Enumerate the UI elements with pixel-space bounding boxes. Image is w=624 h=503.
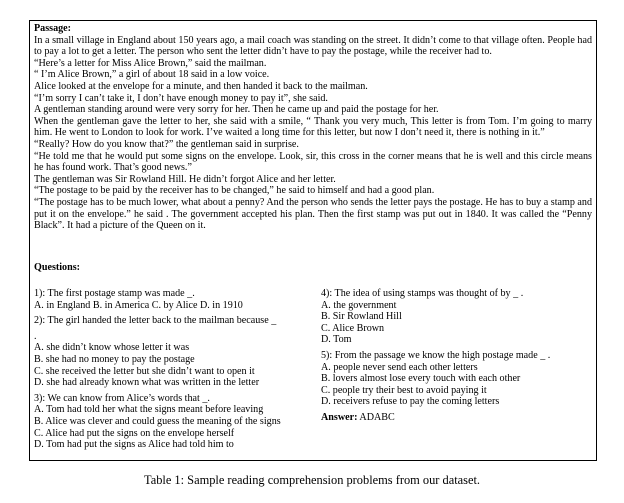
question-4-option: C. Alice Brown <box>321 322 385 334</box>
questions-left-column <box>34 288 309 451</box>
questions-right-column <box>321 288 591 424</box>
question-2-option: D. she had already known what was written in the letter <box>34 377 260 389</box>
questions-heading: Questions: <box>34 262 80 273</box>
answer-line <box>321 412 591 424</box>
passage-paragraph: “Here’s a letter for Miss Alice Brown,” said the mailman. <box>34 57 267 69</box>
question-2-option: A. she didn’t know whose letter it was <box>34 342 190 354</box>
passage-paragraph: A gentleman standing around were very sorry for her. Then he came up and paid the postage for her. <box>34 104 439 116</box>
question-1: 1): The first postage stamp was made _. <box>34 288 195 299</box>
question-3-option: A. Tom had told her what the signs meant before leaving <box>34 404 264 416</box>
question-4-option: B. Sir Rowland Hill <box>321 311 402 323</box>
passage-paragraph: “ I’m Alice Brown,” a girl of about 18 said in a low voice. <box>34 69 270 81</box>
question-4-option: D. Tom <box>321 334 352 346</box>
question-1-options: A. in England B. in America C. by Alice D. in 1910 <box>34 299 243 311</box>
question-4-option: A. the government <box>321 299 397 311</box>
question-4: 4): The idea of using stamps was thought of by _ . <box>321 288 524 299</box>
question-2-continuation: . <box>34 330 37 342</box>
passage-paragraph: “Really? How do you know that?” the gentleman said in surprise. <box>34 138 299 150</box>
question-3: 3): We can know from Alice’s words that _. <box>34 392 210 404</box>
passage-paragraph: “The postage to be paid by the receiver has to be changed,” he said to himself and had a good plan. <box>34 185 435 197</box>
question-5-option: C. people try their best to avoid paying it <box>321 384 487 396</box>
question-5: 5): From the passage we know the high postage made _ . <box>321 349 551 361</box>
passage-paragraph: The gentleman was Sir Rowland Hill. He didn’t forgot Alice and her letter. <box>34 173 336 185</box>
passage-paragraph: When the gentleman gave the letter to her, she said with a smile, “ Thank you very much, This letter is from Tom. I’m going to marry him. He went to London to look for work. I’ve waited a long time for this letter, but now I don’t need it, there is nothing in it.” <box>34 115 592 139</box>
passage-paragraph: In a small village in England about 150 years ago, a mail coach was standing on the street. It didn’t come to that village often. People had to pay a lot to get a letter. The person who sent the letter didn’t have to pay the postage, while the receiver had to. <box>34 34 592 58</box>
question-2-option: C. she received the letter but she didn’t want to open it <box>34 365 255 377</box>
question-5-option: B. lovers almost lose every touch with each other <box>321 373 521 385</box>
example-table-box <box>29 20 597 461</box>
passage-paragraph: “I’m sorry I can’t take it, I don’t have enough money to pay it”, she said. <box>34 92 328 104</box>
question-5-option: D. receivers refuse to pay the coming letters <box>321 396 500 408</box>
answer-label: Answer: <box>321 411 358 423</box>
passage-block <box>34 23 592 232</box>
passage-paragraph: “The postage has to be much lower, what about a penny? And the person who sends the letter pays the postage. He has to buy a stamp and put it on the envelope.” he said . The government accepted his plan. Then the first stamp was put out in 1840. It was called the “Penny Black”. It had a picture of the Queen on it. <box>34 196 592 232</box>
question-5-option: A. people never send each other letters <box>321 361 478 373</box>
passage-paragraph: Alice looked at the envelope for a minute, and then handed it back to the mailman. <box>34 80 368 92</box>
question-3-option: B. Alice was clever and could guess the meaning of the signs <box>34 415 281 427</box>
question-3-option: D. Tom had put the signs as Alice had told him to <box>34 439 234 451</box>
question-2-option: B. she had no money to pay the postage <box>34 353 195 365</box>
question-3-option: C. Alice had put the signs on the envelope herself <box>34 427 235 439</box>
question-2: 2): The girl handed the letter back to the mailman because _ <box>34 315 277 327</box>
answer-value: ADABC <box>359 411 395 423</box>
passage-heading: Passage: <box>34 23 72 34</box>
table-caption: Table 1: Sample reading comprehension problems from our dataset. <box>144 473 480 487</box>
passage-paragraph: “He told me that he would put some signs on the envelope. Look, sir, this cross in the corner means that he is well and this circle means he has found work. That’s good news.” <box>34 150 592 174</box>
